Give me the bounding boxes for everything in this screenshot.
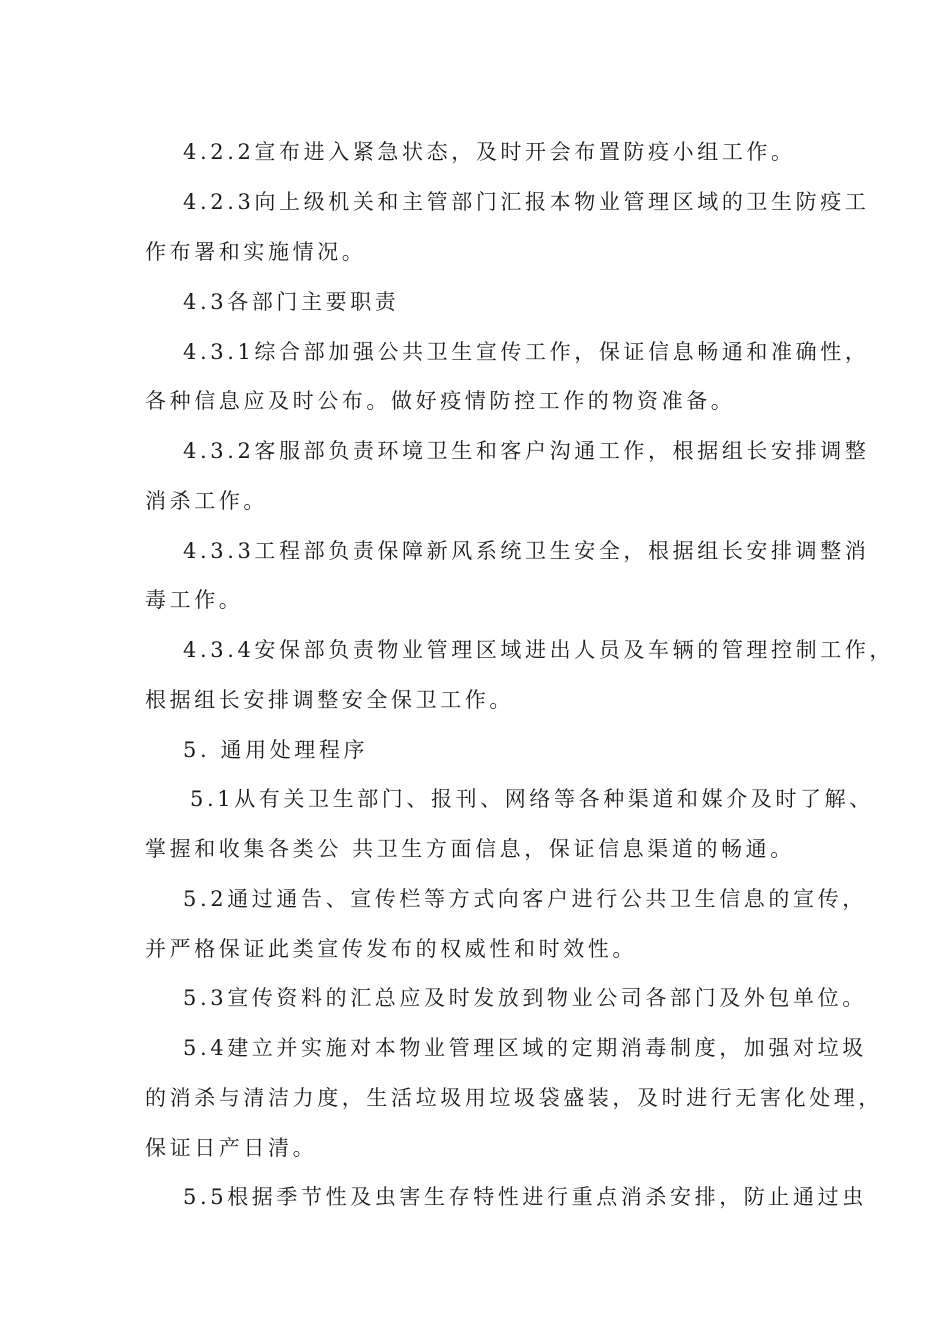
section-heading: 5. 通用处理程序 xyxy=(183,738,369,762)
text-line: 5.3宣传资料的汇总应及时发放到物业公司各部门及外包单位。 xyxy=(183,986,867,1010)
text-line: 掌握和收集各类公 共卫生方面信息，保证信息渠道的畅通。 xyxy=(145,837,795,861)
text-line: 5.2通过通告、宣传栏等方式向客户进行公共卫生信息的宣传， xyxy=(183,887,867,911)
section-heading: 4.3各部门主要职责 xyxy=(183,290,400,314)
text-line: 毒工作。 xyxy=(145,588,244,612)
text-line: 的消杀与清洁力度，生活垃圾用垃圾袋盛装，及时进行无害化处理， xyxy=(145,1086,883,1110)
text-line: 作布署和实施情况。 xyxy=(145,240,367,264)
text-line: 保证日产日清。 xyxy=(145,1136,318,1160)
text-line: 4.3.4安保部负责物业管理区域进出人员及车辆的管理控制工作， xyxy=(183,638,895,662)
text-line: 根据组长安排调整安全保卫工作。 xyxy=(145,688,514,712)
text-line: 5.1从有关卫生部门、报刊、网络等各种渠道和媒介及时了解、 xyxy=(190,787,874,811)
text-line: 4.3.3工程部负责保障新风系统卫生安全，根据组长安排调整消 xyxy=(183,539,870,563)
text-line: 4.2.2宣布进入紧急状态，及时开会布置防疫小组工作。 xyxy=(183,140,796,164)
text-line: 5.4建立并实施对本物业管理区域的定期消毒制度，加强对垃圾 xyxy=(183,1036,867,1060)
text-line: 消杀工作。 xyxy=(145,489,268,513)
text-line: 4.3.2客服部负责环境卫生和客户沟通工作，根据组长安排调整 xyxy=(183,439,870,463)
text-line: 4.2.3向上级机关和主管部门汇报本物业管理区域的卫生防疫工 xyxy=(183,190,870,214)
text-line: 5.5根据季节性及虫害生存特性进行重点消杀安排，防止通过虫 xyxy=(183,1185,867,1209)
text-line: 各种信息应及时公布。做好疫情防控工作的物资准备。 xyxy=(145,389,736,413)
text-line: 4.3.1综合部加强公共卫生宣传工作，保证信息畅通和准确性， xyxy=(183,340,870,364)
text-line: 并严格保证此类宣传发布的权威性和时效性。 xyxy=(145,937,637,961)
